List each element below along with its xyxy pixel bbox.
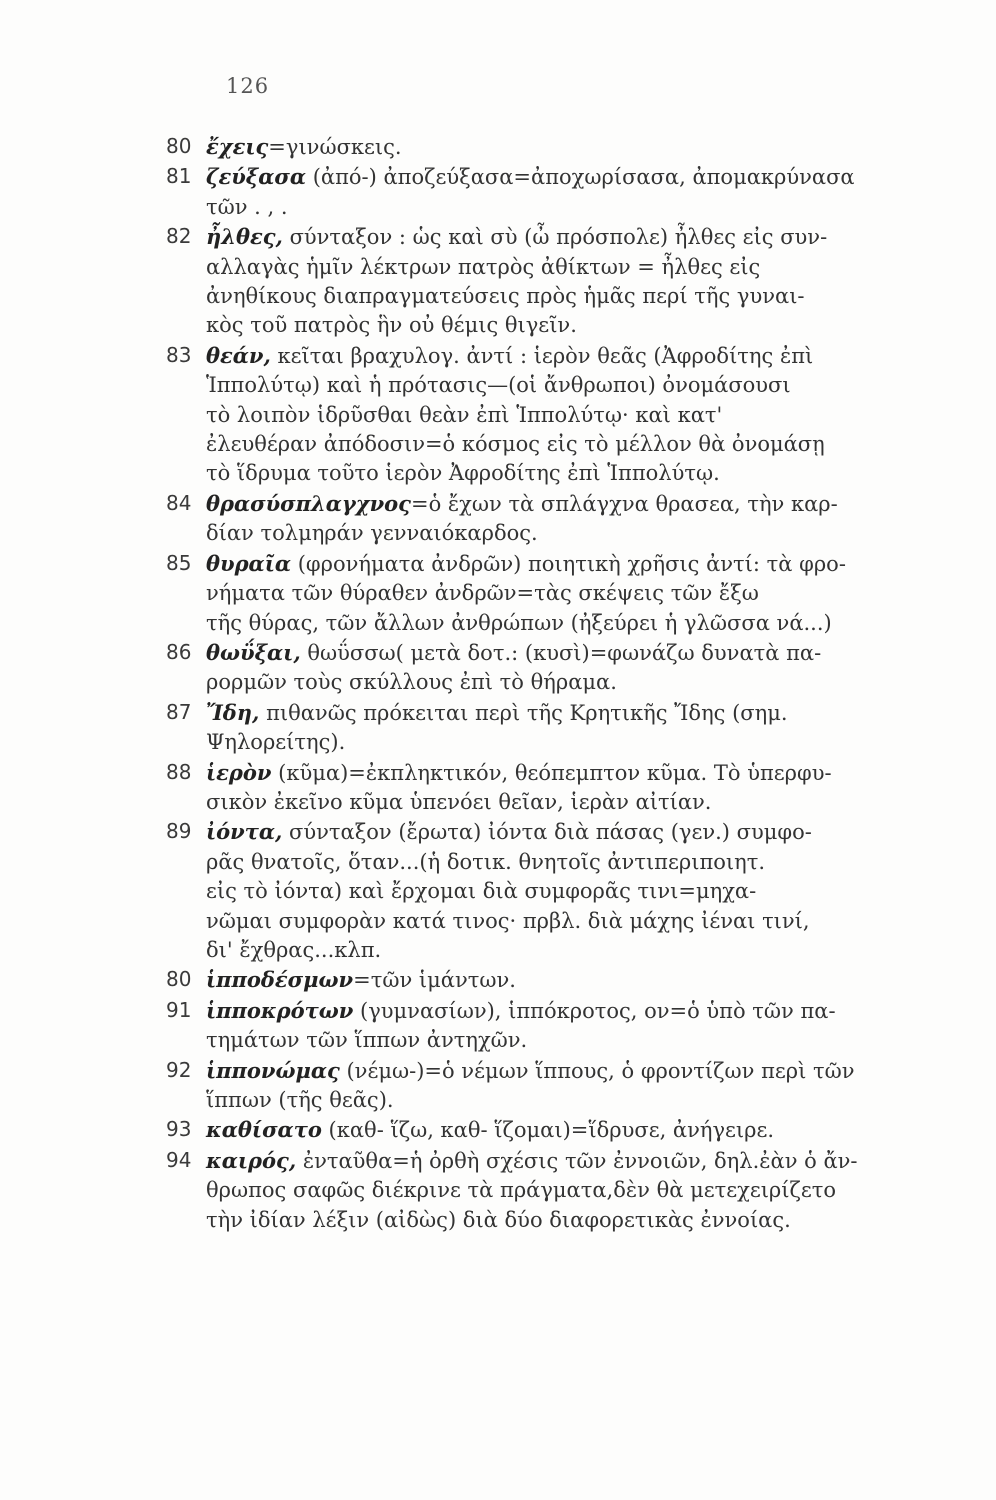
entry-lemma: θυραῖα bbox=[206, 550, 292, 576]
entry-text-line: (νέμω-)=ὁ νέμων ἵππους, ὁ φροντίζων περὶ τῶν bbox=[346, 1058, 855, 1083]
entry-number: 82 bbox=[166, 224, 192, 249]
glossary-entry bbox=[166, 817, 876, 965]
entry-text-line: σύνταξον : ὡς καὶ σὺ (ὦ πρόσπολε) ἦλθες εἰς συν- bbox=[289, 225, 828, 250]
glossary-entry bbox=[166, 489, 876, 549]
glossary-entry bbox=[166, 1115, 876, 1145]
entry-text-line: νήματα τῶν θύραθεν ἀνδρῶν=τὰς σκέψεις τῶν ἔξω bbox=[206, 581, 759, 606]
entry-number: 80 bbox=[166, 967, 192, 992]
entry-number: 94 bbox=[166, 1147, 192, 1172]
entry-text-line: (φρονήματα ἀνδρῶν) ποιητικὴ χρῆσις ἀντί: τὰ φρο- bbox=[297, 551, 846, 576]
glossary-entry bbox=[166, 1056, 876, 1116]
entry-text-line: =ὁ ἔχων τὰ σπλάγχνα θρασεα, τὴν καρ- bbox=[410, 491, 838, 516]
entry-lemma: ἔχεις bbox=[206, 134, 269, 159]
entry-lemma: ἰόντα, bbox=[206, 819, 283, 845]
entry-text-line: αλλαγὰς ἡμῖν λέκτρων πατρὸς ἀθίκτων = ἦλθες εἰς bbox=[206, 254, 761, 279]
entry-text-line: σικὸν ἐκεῖνο κῦμα ὑπενόει θεῖαν, ἱερὰν αἰτίαν. bbox=[206, 789, 712, 814]
entry-text-line: ἐνταῦθα=ἡ ὀρθὴ σχέσις τῶν ἐννοιῶν, δηλ.ἐὰν ὁ ἄν- bbox=[302, 1148, 858, 1173]
entry-number: 88 bbox=[166, 759, 192, 784]
glossary-entry bbox=[166, 222, 876, 341]
entry-lemma: καιρός, bbox=[206, 1147, 297, 1173]
entry-lemma: ἱπποδέσμων bbox=[206, 967, 354, 993]
entry-text-line: (κῦμα)=ἐκπληκτικόν, θεόπεμπτον κῦμα. Τὸ ὑπερφυ- bbox=[278, 760, 832, 785]
entry-text-line: νῶμαι συμφορὰν κατά τινος· πρβλ. διὰ μάχης ἰέναι τινί, bbox=[206, 908, 810, 933]
entry-lemma: ἱπποκρότων bbox=[206, 997, 354, 1023]
page-number: 126 bbox=[226, 74, 270, 98]
entry-text-line: θωΰσσω( μετὰ δοτ.: (κυσὶ)=φωνάζω δυνατὰ πα- bbox=[307, 640, 822, 665]
entry-text-line: ρορμῶν τοὺς σκύλλους ἐπὶ τὸ θήραμα. bbox=[206, 670, 617, 695]
entry-number: 80 bbox=[166, 134, 192, 158]
entry-lemma: Ἴδη, bbox=[206, 699, 260, 725]
entry-lemma: ζεύξασα bbox=[206, 164, 307, 190]
entry-lemma: ἱππονώμας bbox=[206, 1057, 340, 1083]
glossary-entry bbox=[166, 698, 876, 758]
glossary-entry bbox=[166, 996, 876, 1056]
entry-number: 89 bbox=[166, 819, 192, 844]
entry-text-line: σύνταξον (ἔρωτα) ἰόντα διὰ πάσας (γεν.) συμφο- bbox=[289, 820, 812, 845]
entry-text-line: Ἱππολύτῳ) καὶ ἡ πρότασις—(οἱ ἄνθρωποι) ὀνομάσουσι bbox=[206, 373, 791, 398]
entry-text-line: πιθανῶς πρόκειται περὶ τῆς Κρητικῆς Ἴδης (σημ. bbox=[266, 700, 788, 725]
glossary-entry bbox=[166, 638, 876, 698]
entry-text-line: τὸ λοιπὸν ἱδρῦσθαι θεὰν ἐπὶ Ἱππολύτῳ· καὶ κατ' bbox=[206, 402, 723, 427]
glossary-entry bbox=[166, 1146, 876, 1235]
entry-number: 85 bbox=[166, 550, 192, 575]
entry-text-line: (γυμνασίων), ἱππόκροτος, ον=ὁ ὑπὸ τῶν πα- bbox=[360, 998, 836, 1023]
glossary-entry bbox=[166, 341, 876, 489]
entry-text-line: (καθ- ἵζω, καθ- ἵζομαι)=ἵδρυσε, ἀνήγειρε. bbox=[328, 1118, 775, 1143]
entry-number: 83 bbox=[166, 342, 192, 367]
entry-text-line: ἀνηθίκους διαπραγματεύσεις πρὸς ἡμᾶς περί τῆς γυναι- bbox=[206, 284, 805, 309]
entry-text-line: =γινώσκεις. bbox=[268, 135, 402, 159]
entry-text-line: εἰς τὸ ἰόντα) καὶ ἔρχομαι διὰ συμφορᾶς τινι=μηχα- bbox=[206, 879, 757, 904]
glossary-entry bbox=[166, 132, 876, 162]
glossary-entry bbox=[166, 162, 876, 222]
entry-text-line: δίαν τολμηράν γενναιόκαρδος. bbox=[206, 521, 538, 546]
glossary-entries bbox=[166, 132, 876, 1235]
entry-number: 81 bbox=[166, 164, 192, 189]
entry-text-line: δι' ἔχθρας...κλπ. bbox=[206, 937, 382, 962]
entry-text-line: τὸ ἵδρυμα τοῦτο ἱερὸν Ἀφροδίτης ἐπὶ Ἱππολύτῳ. bbox=[206, 461, 720, 486]
entry-lemma: θεάν, bbox=[206, 342, 271, 368]
glossary-entry bbox=[166, 965, 876, 995]
entry-text-line: κεῖται βραχυλογ. ἀντί : ἱερὸν θεᾶς (Ἀφροδίτης ἐπὶ bbox=[277, 343, 814, 368]
entry-lemma: ἱερὸν bbox=[206, 759, 272, 785]
entry-lemma: ἦλθες, bbox=[206, 224, 283, 250]
entry-text-line: (ἀπό-) ἀποζεύξασα=ἀποχωρίσασα, ἀπομακρύνασα bbox=[312, 165, 855, 190]
entry-text-line: Ψηλορείτης). bbox=[206, 730, 346, 755]
entry-text-line: τῶν . , . bbox=[206, 194, 288, 219]
entry-text-line: θρωπος σαφῶς διέκρινε τὰ πράγματα,δὲν θὰ μετεχειρίζετο bbox=[206, 1178, 837, 1203]
entry-number: 86 bbox=[166, 639, 192, 664]
entry-lemma: θρασύσπλαγχνος bbox=[206, 490, 411, 516]
glossary-entry bbox=[166, 549, 876, 638]
entry-text-line: τῆς θύρας, τῶν ἄλλων ἀνθρώπων (ἠξεύρει ἡ γλῶσσα νά...) bbox=[206, 610, 832, 635]
entry-number: 91 bbox=[166, 997, 192, 1022]
glossary-entry bbox=[166, 758, 876, 818]
entry-lemma: καθίσατο bbox=[206, 1117, 322, 1143]
entry-text-line: ρᾶς θνατοῖς, ὅταν...(ἡ δοτικ. θνητοῖς ἀντιπεριποιητ. bbox=[206, 849, 765, 874]
entry-number: 87 bbox=[166, 699, 192, 724]
entry-text-line: τὴν ἰδίαν λέξιν (αἰδὼς) διὰ δύο διαφορετικὰς ἐννοίας. bbox=[206, 1207, 791, 1232]
entry-number: 93 bbox=[166, 1117, 192, 1142]
entry-text-line: =τῶν ἱμάντων. bbox=[353, 968, 516, 993]
entry-text-line: τημάτων τῶν ἵππων ἀντηχῶν. bbox=[206, 1028, 528, 1053]
entry-number: 92 bbox=[166, 1057, 192, 1082]
entry-text-line: ἐλευθέραν ἀπόδοσιν=ὁ κόσμος εἰς τὸ μέλλον θὰ ὀνομάσῃ bbox=[206, 432, 825, 457]
entry-number: 84 bbox=[166, 490, 192, 515]
entry-text-line: κὸς τοῦ πατρὸς ἣν οὐ θέμις θιγεῖν. bbox=[206, 313, 577, 338]
entry-lemma: θωΰξαι, bbox=[206, 639, 301, 665]
entry-text-line: ἵππων (τῆς θεᾶς). bbox=[206, 1088, 394, 1112]
